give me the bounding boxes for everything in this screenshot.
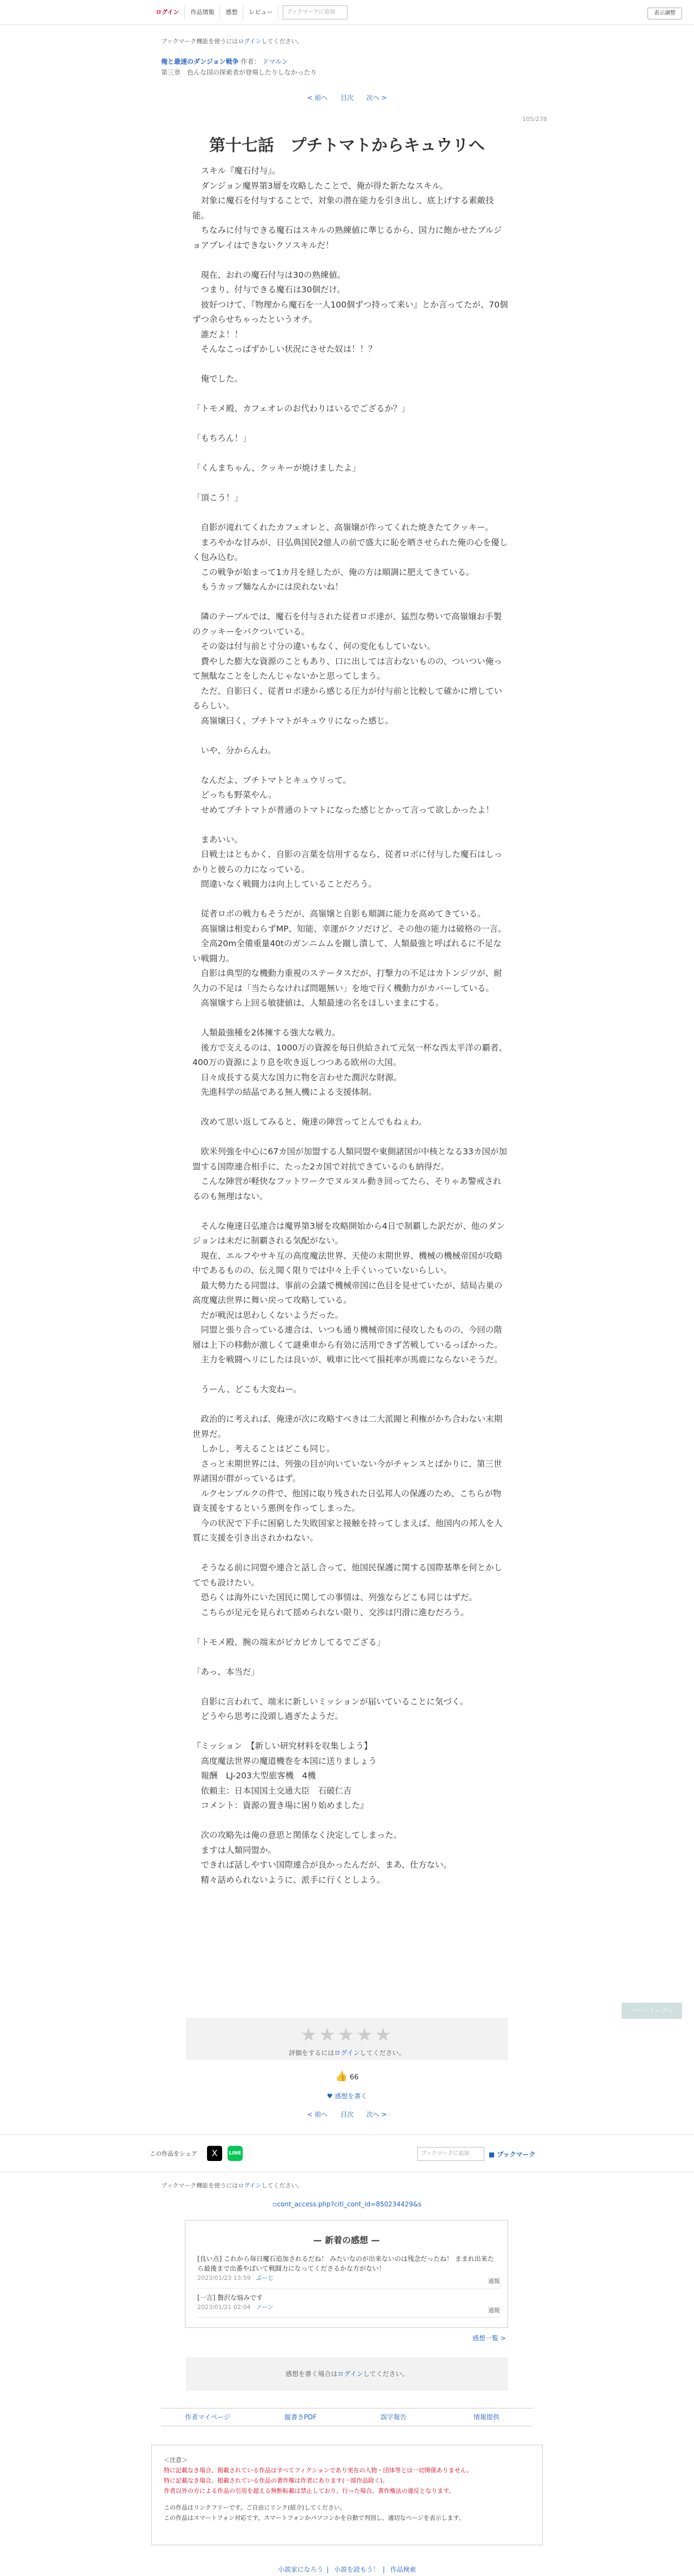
toc-link[interactable]: 目次 [340,94,353,102]
body-paragraph: 「あっ、本当だ」 [192,1667,259,1677]
bookmark-add-input[interactable]: ブックマークに追加 [417,2147,484,2161]
x-share-icon[interactable]: X [207,2146,222,2161]
body-paragraph: 改めて思い返してみると、俺達の陣営ってとんでもねぇわ。 [192,1117,427,1127]
body-paragraph: まろやかな甘みが、日弘典国民2億人の前で盛大に恥を晒させられた俺の心を優しく包み込む。 [192,537,508,562]
body-paragraph: 彼好つけて、『物理から魔石を一人100個ずつ持って来い』とか言ってたが、70個ずつ余らせちゃったというオチ。 [192,299,508,324]
caution-box [151,2445,543,2545]
body-paragraph: しかし、考えることはどこも同じ。 [192,1444,335,1454]
impression-date: 2023/01/21 02:04 [197,2304,251,2311]
body-paragraph: 日々成長する莫大な国力に物を言わせた潤沢な財源。 [192,1072,402,1082]
body-paragraph: 現在、おれの魔石付与は30の熟練値。 [192,270,346,280]
body-paragraph: 従者ロボの戦力もそうだが、高嶺嬢と自影も順調に能力を高めてきている。 [192,909,486,919]
thumbs-up-icon: 👍 [335,2071,348,2082]
bookmark-add-button[interactable]: ブックマークに追加 [283,5,348,19]
body-paragraph: こちらが足元を見られて揺められない限り、交渉は円滑に進むだろう。 [192,1607,469,1617]
caution-heading: ＜注意＞ [164,2457,188,2464]
body-paragraph: なんだよ、プチトマトとキュウリって。 [192,775,351,785]
body-paragraph [192,476,508,491]
prev-link[interactable]: < 前へ [307,2111,328,2118]
notice2-suffix: してください。 [261,2182,303,2189]
body-paragraph [192,253,508,268]
body-paragraph: 自影が滝れてくれたカフェオレと、高嶺嬢が作ってくれた焼きたてクッキー。 [192,523,493,532]
rating-suffix: してください。 [359,2049,405,2057]
body-paragraph: 「トモメ殿、カフェオレのお代わりはいるでござるか？」 [192,404,410,413]
body-paragraph: せめてプチトマトが普通のトマトになった感じとかって言って欲しかったよ！ [192,805,495,815]
body-paragraph: 恐らくは海外にいた国民に関しての事情は、列強ならどこも同じはずだ。 [192,1593,478,1602]
impression-item[interactable] [197,2293,500,2318]
body-paragraph: 「くんまちゃん、クッキーが焼けましたよ」 [192,463,361,473]
body-paragraph [192,1680,508,1695]
body-paragraph: 高嶺嬢は相変わらずMP、知能、幸運がクソだけど、その他の能力は破格の一言。 [192,924,506,934]
body-paragraph: スキル『魔石付与』。 [192,166,281,176]
impression-author[interactable]: ノーン [256,2304,274,2311]
body-paragraph: ただ、自影曰く、従者ロボ達から感じる圧力が付与前と比較して確かに増しているらしい。 [192,686,503,711]
body-paragraph: 今の状況で下手に困窮した失敗国家と接触を持ってしまえば、他国内の邦人を人質に支援を引き出されかねない。 [192,1518,503,1543]
body-paragraph [192,1650,508,1665]
rating-login-link[interactable]: ログイン [334,2049,360,2057]
impression-meta [197,2303,500,2312]
top-nav [150,5,348,19]
body-paragraph [192,1814,508,1829]
body-paragraph: 主力を戦闘ヘリにしたは良いが、戦車に比べて損耗率が馬鹿にならないそうだ。 [192,1355,503,1364]
body-paragraph: 同盟と張り合っている連合は、いつも通り機械帝国に侵攻したものの、今回の階層は上下の移動が激しくて謎乗車から有効に活用できず苦戦しているっぽかった。 [192,1325,503,1350]
broken-image-icon: ▫ [272,2200,277,2208]
body-paragraph: 日戦士はともかく、自影の言葉を信用するなら、従者ロボに付与した魔石はしっかりと彼らの力になっている。 [192,849,503,874]
rating-prefix: 評価をするには [289,2049,335,2057]
caution-line: 特に記載なき場合、掲載されている作品はすべてフィクションであり実在の人物・団体等とは一切関係ありません。 [164,2467,473,2474]
body-paragraph: 誰だよ！！ [192,329,243,339]
share-label: この作品をシェア [150,2150,197,2157]
body-paragraph: ちなみに付与できる魔石はスキルの熟練値に準じるから、国力に飽かせたブルジョアプレイはできないクソスキルだ！ [192,225,502,250]
report-link[interactable]: 通報 [488,2307,500,2314]
body-paragraph [192,1546,508,1561]
report-link[interactable]: 通報 [488,2278,500,2285]
all-impressions-link[interactable]: 感想一覧 > [472,2334,506,2342]
body-paragraph [192,446,508,461]
body-paragraph: この戦争が始まって1カ月を経したが、俺の方は順調に肥えてきている。 [192,567,475,577]
body-paragraph: 高嶺嬢すら上回る敏捷値は、人類最速の名をほしいままにする。 [192,998,444,1008]
body-paragraph [192,357,508,372]
notice-prefix: ブックマーク機能を使うには [161,38,238,45]
caution-line: 作者以外の方による作品の引用を超える無断転載は禁止しており、行った場合、著作権法の違反となります。 [164,2487,455,2494]
line-share-icon[interactable]: LINE [228,2146,243,2161]
body-paragraph: 俺でした。 [192,374,243,384]
top-header [0,0,694,25]
body-paragraph: 自影は典型的な機動力重視のステータスだが、打撃力の不足はカトンジツが、耐久力の不足は「当たらなければ問題無い」を地で行く機動力がカバーしている。 [192,968,502,993]
body-paragraph: できれば話しやすい国際連合が良かったんだが、まあ、仕方ない。 [192,1860,452,1870]
bottom-nav-yomou[interactable]: 小説を読もう！ [333,2566,379,2573]
display-setting-button[interactable]: 表示調整 [648,8,682,19]
nav-reviews[interactable]: レビュー [243,5,278,19]
body-paragraph [192,728,508,744]
body-paragraph [192,818,508,833]
body-paragraph: 「もちろん！」 [192,433,251,443]
body-paragraph [192,595,508,610]
bookmark-notice [161,37,303,45]
body-paragraph: だが戦況は思わしくないようだった。 [192,1310,344,1320]
body-paragraph: どっちも野菜やん。 [192,790,277,800]
login-box-link[interactable]: ログイン [337,2370,363,2378]
nav-impressions[interactable]: 感想 [220,5,243,19]
body-paragraph: 依頼主：日本国国土交通大臣 石破仁吉 [192,1785,352,1796]
body-paragraph: 現在、エルフやサキ互の高度魔法世界、天使の末期世界、機械の機械帝国が攻略中であるものの、伝え聞く限りでは中々上手くいっていないらしい。 [192,1250,503,1275]
share-bar [0,2135,694,2172]
body-paragraph: ルクセンブルクの件で、他国に取り残された日弘邦人の保護のため、こちらが物資支援をするという悪例を作ってしまった。 [192,1488,502,1513]
body-paragraph: 人類最強種を2体擁する強大な戦力。 [192,1028,341,1038]
impression-login-box [186,2357,508,2391]
bottom-nav: 小説家になろう | 小説を読もう！ | 作品検索 [278,2566,416,2573]
body-paragraph: 間違いなく戦闘力は向上していることだろう。 [192,879,377,889]
bottom-nav-naro[interactable]: 小説家になろう [278,2566,324,2573]
impression-item[interactable] [197,2254,500,2289]
body-paragraph [192,1011,508,1026]
caution-line: この作品はスマートフォン対応です。スマートフォンかパソコンかを自動で判別し、適切なページを表示します。 [164,2514,465,2521]
chapter-subtitle: 第三章 色んな国の探索者が登場したりしなかったり [161,69,317,76]
body-paragraph: さっと末期世界には、列強の目が向いていない今がチャンスとばかりに、第三世界諸国が群がっているはず。 [192,1458,502,1483]
body-paragraph: 自影に言われて、端末に新しいミッションが届いていることに気づく。 [192,1696,469,1707]
body-paragraph: 隣のテーブルでは、魔石を付与された従者ロボ達が、猛烈な勢いで高嶺嬢お手製のクッキーをパクついている。 [192,612,502,637]
body-paragraph: 報酬 LJ-203大型旅客機 4機 [192,1771,316,1781]
vertical-pdf-link[interactable]: 縦書きPDF [284,2413,317,2421]
body-paragraph: 後方で支えるのは、1000万の資源を毎日供給されて元気一杯な西太平洋の覇者、400万の資源により息を吹き返しつつある欧州の大国。 [192,1042,507,1067]
body-paragraph: 「頂こう！」 [192,493,243,503]
body-paragraph: まあいい。 [192,834,243,845]
body-paragraph [192,1368,508,1383]
rating-box [186,2018,508,2060]
caution-line: この作品はリンクフリーです。ご自由にリンク(紹介)してください。 [164,2504,346,2511]
star-rating[interactable]: ★★★★★ [300,2024,394,2046]
body-paragraph: うーん、どこも大変ねー。 [192,1384,302,1394]
notice-suffix: してください。 [261,38,303,45]
chapter-title: 第十七話 プチトマトからキュウリへ [209,136,485,155]
login-link[interactable]: ログイン [150,5,185,19]
body-paragraph: どうやら思考に没頭し過ぎたようだ。 [192,1711,344,1721]
body-paragraph: 政治的に考えれば、俺達が次に攻略すべきは二大派閥と利権がかち合わない末期世界だ。 [192,1414,503,1439]
next-link[interactable]: 次へ > [366,2111,387,2118]
body-paragraph: そんなこっぱずかしい状況にさせた奴は！！？ [192,344,377,354]
body-paragraph: 『ミッション 【新しい研究材料を収集しよう】 [192,1741,372,1751]
bookmark-button[interactable]: ■ ブックマーク [489,2151,536,2158]
pager-bottom [0,2110,694,2119]
body-paragraph: 精々話められないように、派手に行くとしよう。 [192,1875,385,1885]
impression-date: 2023/01/23 13:59 [197,2274,251,2281]
body-paragraph: 費やした膨大な資源のこともあり、口に出しては言わないものの、ついつい俺って無駄なことをしたんじゃないかと思ってしまう。 [192,656,502,681]
ad-image-link[interactable] [0,2200,694,2208]
login-box-prefix: 感想を書く場合は [285,2370,338,2378]
body-paragraph: 最大勢力たる同盟は、事前の会議で機械帝国に色目を見せていたが、結局古巣の高度魔法世界に舞い戻って攻略している。 [192,1280,503,1305]
bookmark-notice-bottom [161,2181,303,2190]
impression-text: [一言] 贅沢な悩みです [197,2294,263,2301]
impression-author[interactable]: ぷーじ [256,2274,274,2281]
body-paragraph: そうなる前に同盟や連合と話し合って、他国民保護に関する国際基準を何とかしてでも設けたい。 [192,1563,503,1588]
body-paragraph [192,892,508,907]
typo-report-link[interactable]: 誤字報告 [380,2413,406,2421]
nav-novel-info[interactable]: 作品情報 [185,5,220,19]
impressions-heading: — 新着の感想 — [313,2235,380,2245]
spacer [164,2496,530,2503]
body-paragraph: ますは人類同盟か。 [192,1845,277,1855]
body-paragraph: コメント：資源の置き場に困り始めました』 [192,1801,369,1810]
rating-message [186,2048,508,2057]
next-link[interactable]: 次へ > [366,94,387,102]
author-label: 作者： [241,58,261,65]
write-impression-link[interactable]: ♥ 感想を書く [326,2092,368,2100]
body-paragraph [192,1724,508,1739]
info-report-link[interactable]: 情報提供 [473,2413,499,2421]
body-paragraph: 「トモメ殿、腕の端末がピカピカしてるでござる」 [192,1637,385,1647]
novel-body [192,164,508,1888]
notice2-login-link[interactable]: ログイン [238,2182,262,2189]
notice-login-link[interactable]: ログイン [238,38,262,45]
ad-image-alt: cont_access.php?citi_cont_id=850234429&s [277,2200,422,2208]
toc-link[interactable]: 目次 [340,2111,353,2118]
prev-link[interactable]: < 前へ [307,94,328,102]
notice2-prefix: ブックマーク機能を使うには [161,2182,238,2189]
body-paragraph: 全高20m全備重量40tのガンニムムを蹴し潰して、人類最強と呼ばれるに不足ない戦闘力。 [192,939,502,964]
body-paragraph [192,758,508,773]
body-paragraph: 高度魔法世界の魔道機巻を本国に送りましょう [192,1756,377,1766]
body-paragraph: ダンジョン魔界第3層を攻略したことで、俺が得た新たなスキル。 [192,180,448,191]
body-paragraph [192,1204,508,1219]
body-paragraph: もうカップ麺なんかには戻れないね！ [192,582,343,592]
bottom-nav-search[interactable]: 作品検索 [390,2566,416,2573]
body-paragraph: 次の攻略先は俺の意思と関係なく決定してしまった。 [192,1830,402,1840]
body-paragraph: 対象に魔石を付与することで、対象の潜在能力を引き出し、底上げする素敵技能。 [192,196,494,220]
body-paragraph [192,1130,508,1145]
body-paragraph [192,1100,508,1115]
caution-line: 特に記載なき場合、掲載されている作品の著作権は作者にあります(一部作品除く)。 [164,2477,389,2484]
recent-impressions [185,2220,508,2328]
body-paragraph [192,417,508,432]
page-top-button[interactable]: ページトップへ [622,2003,682,2019]
pager-top [0,93,694,102]
body-paragraph [192,506,508,521]
series-info [161,56,317,78]
like-reaction[interactable] [0,2071,694,2082]
chapter-count: 105/278 [522,116,547,123]
login-box-suffix: してください。 [363,2370,409,2378]
body-paragraph: 先進科学の結晶である無人機による支援体制。 [192,1087,377,1097]
body-paragraph [192,1620,508,1635]
body-paragraph: その姿は付与前と寸分の違いもなく、何の変化もしていない。 [192,641,436,651]
body-paragraph [192,1397,508,1413]
body-paragraph: 高嶺嬢曰く、プチトマトがキュウリになった感じ。 [192,715,393,726]
series-title-link[interactable]: 俺と最速のダンジョン戦争 [161,58,239,65]
body-paragraph: そんな俺達日弘連合は魔界第3層を攻略開始から4日で制覇した訳だが、他のダンジョンは未だに制覇される気配がない。 [192,1221,505,1246]
body-paragraph: こんな陣営が軽快なフットワークでヌルヌル動き回ってたら、そりゃあ警戒されるのも無理はない。 [192,1176,502,1201]
author-mypage-link[interactable]: 作者マイページ [185,2413,230,2421]
impression-text: [良い点] これから毎日魔石追加されるだね！ みたいなのが出来ないのは残念だったね！ ままれ出来たら最後まで出番やばいて戦闘力になってくださるかな方がない！ [197,2255,494,2272]
impression-meta [197,2273,500,2283]
body-paragraph [192,387,508,402]
body-paragraph: 欧米列強を中心に67カ国が加盟する人類同盟や東側諸国が中核となる33カ国が加盟する国際連合相手に、たった2カ国で対抗できているのも納得だ。 [192,1147,507,1172]
like-count: 66 [350,2073,359,2082]
body-paragraph: いや、分からんわ。 [192,745,276,755]
body-paragraph: つまり、付与できる魔石は30個だけ。 [192,285,345,295]
footer-links [161,2408,533,2426]
author-link[interactable]: ドマルン [262,58,288,65]
